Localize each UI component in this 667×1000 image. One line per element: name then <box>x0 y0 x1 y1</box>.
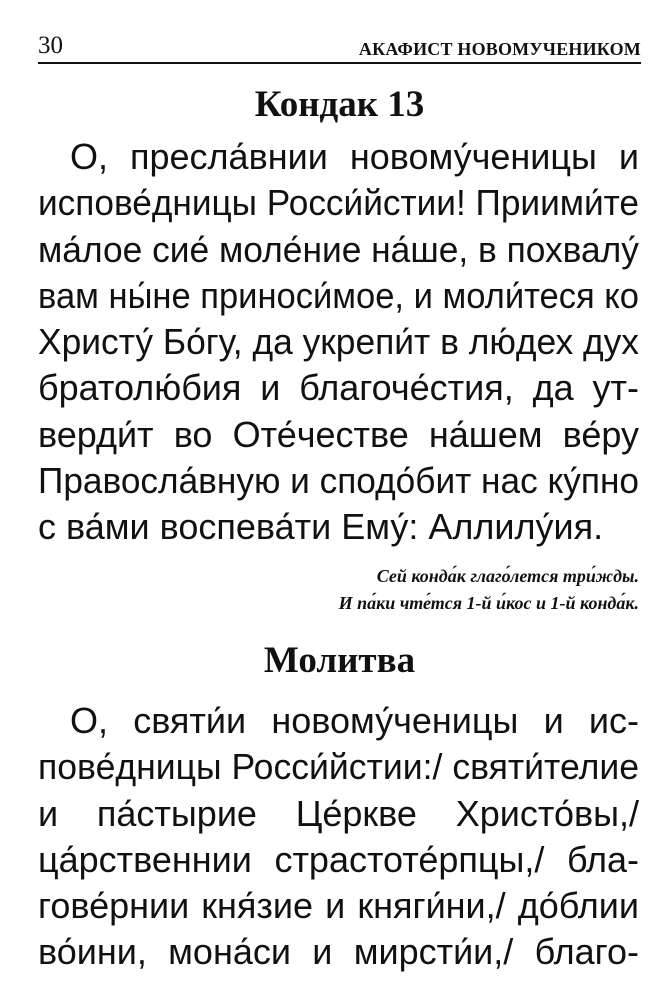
page-number: 30 <box>38 32 63 59</box>
rubric-note: И па́ки чте́тся 1-й и́кос и 1-й конда́к. <box>338 593 639 613</box>
prayer-text <box>38 698 639 976</box>
prayer-line: во́ини, мона́си и мирсти́и,/ благо- <box>38 931 639 973</box>
rubric-note: Сей конда́к глаго́лется три́жды. <box>376 566 639 586</box>
prayer-line: и па́стырие Це́ркве Христо́вы,/ <box>38 792 639 834</box>
kondak-line: О, преcла́внии новому́ченицы и <box>70 136 639 177</box>
kondak-line: ма́лое сие́ моле́ние на́ше, в похвалу́ <box>38 228 639 270</box>
prayer-line: гове́рнии кня́зие и княги́ни,/ до́блии <box>38 885 639 927</box>
kondak-text <box>38 134 639 551</box>
kondak-line: братолю́бия и благоче́стия, да ут- <box>38 367 639 409</box>
prayer-line: пове́дницы Росси́йстии:/ святи́телие <box>38 746 640 788</box>
kondak-line: вам ны́не приноси́мое, и моли́теся ко <box>38 274 640 316</box>
running-title: АКАФИСТ НОВОМУЧЕНИКОМ <box>358 39 641 59</box>
kondak-line: Христу́ Бо́гу, да укрепи́т в лю́дех дух <box>38 321 639 363</box>
prayer-heading: Молитва <box>263 640 416 681</box>
page-header <box>38 26 641 64</box>
kondak-line: испове́дницы Росси́йстии! Приими́те <box>38 182 639 224</box>
kondak-line: с ва́ми воспева́ти Ему́: Аллилу́ия. <box>38 506 604 548</box>
kondak-line: Правосла́вную и сподо́бит нас ку́пно <box>38 460 640 502</box>
prayer-line: О, святи́и новому́ченицы и ис- <box>70 700 639 741</box>
kondak-line: верди́т во Оте́честве на́шем ве́ру <box>38 413 639 455</box>
kondak-heading: Кондак 13 <box>254 84 425 125</box>
prayer-line: ца́рственнии страстоте́рпцы,/ бла- <box>38 838 639 880</box>
